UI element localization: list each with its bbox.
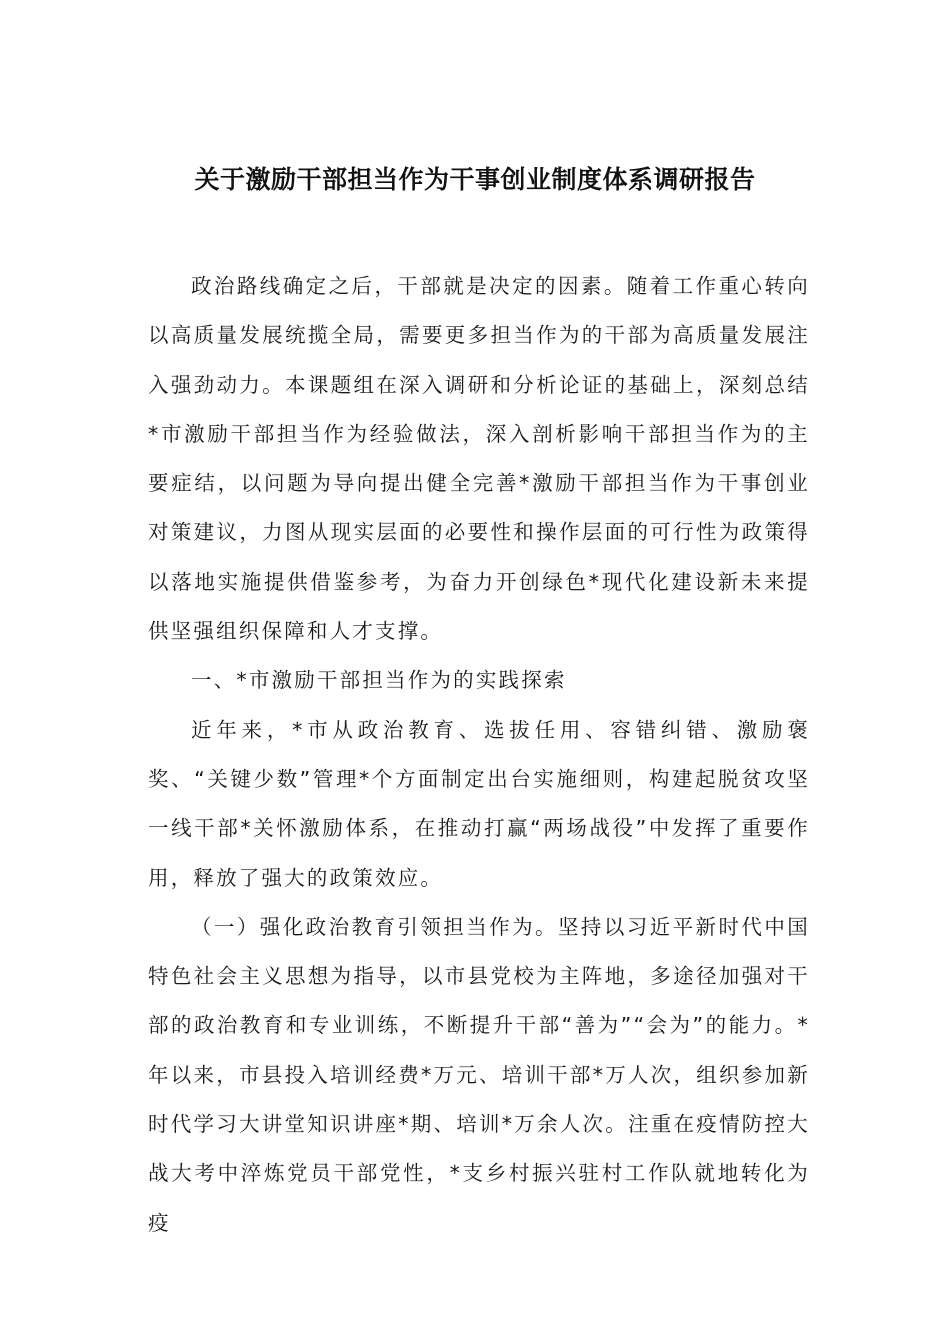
intro-paragraph: 政治路线确定之后，干部就是决定的因素。随着工作重心转向以高质量发展统揽全局，需要更多担当作为的干部为高质量发展注入强劲动力。本课题组在深入调研和分析论证的基础上，深刻总结*市激励干部担当作为经验做法，深入剖析影响干部担当作为的主要症结，以问题为导向提出健全完善*激励干部担当作为干事创业对策建议，力图从现实层面的必要性和操作层面的可行性为政策得以落地实施提供借鉴参考，为奋力开创绿色*现代化建设新未来提供坚强组织保障和人才支撑。 xyxy=(148,274,810,644)
section-heading-1: 一、*市激励干部担当作为的实践探索 xyxy=(191,668,567,693)
document-body xyxy=(148,262,810,1248)
section-1-paragraph: 近年来，*市从政治教育、选拔任用、容错纠错、激励褒奖、“关键少数”管理*个方面制定出台实施细则，构建起脱贫攻坚一线干部*关怀激励体系，在推动打赢“两场战役”中发挥了重要作用，释放了强大的政策效应。 xyxy=(148,717,810,890)
document-title: 关于激励干部担当作为干事创业制度体系调研报告 xyxy=(194,165,756,194)
subsection-1-paragraph: （一）强化政治教育引领担当作为。坚持以习近平新时代中国特色社会主义思想为指导，以市县党校为主阵地，多途径加强对干部的政治教育和专业训练，不断提升干部“善为”“会为”的能力。*年以来，市县投入培训经费*万元、培训干部*万人次，组织参加新时代学习大讲堂知识讲座*期、培训*万余人次。注重在疫情防控大战大考中淬炼党员干部党性，*支乡村振兴驻村工作队就地转化为疫 xyxy=(148,914,810,1235)
